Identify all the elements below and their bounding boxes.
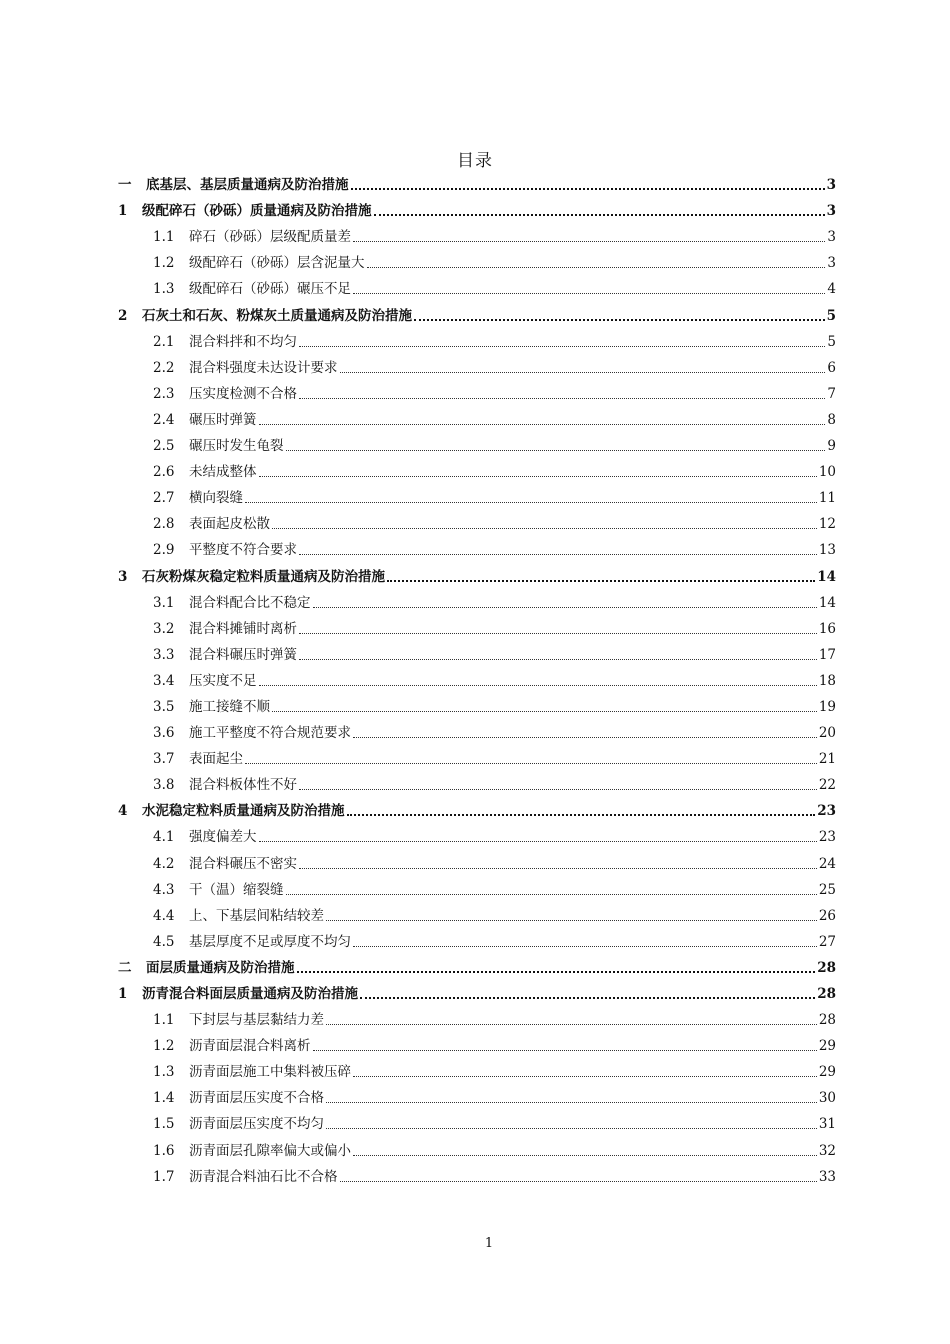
toc-entry-title: 下封层与基层黏结力差 [189, 1012, 324, 1029]
toc-entry-number: 2.8 [153, 516, 175, 533]
toc-subsection-entry[interactable] [118, 718, 836, 744]
toc-dot-leader [347, 814, 816, 816]
toc-entry-number: 2.7 [153, 490, 175, 507]
toc-dot-leader [387, 580, 815, 582]
toc-dot-leader [299, 633, 817, 634]
toc-subsection-entry[interactable] [118, 457, 836, 483]
toc-subsection-entry[interactable] [118, 1162, 836, 1188]
toc-subsection-entry[interactable] [118, 222, 836, 248]
toc-section-entry[interactable] [118, 196, 836, 222]
toc-entry-title: 表面起皮松散 [189, 516, 270, 533]
page-title: 目录 [457, 151, 493, 171]
toc-entry-title: 沥青面层混合料离析 [189, 1038, 311, 1055]
toc-dot-leader [340, 1181, 817, 1182]
toc-entry-title: 级配碎石（砂砾）质量通病及防治措施 [142, 203, 372, 220]
toc-entry-page-number: 20 [818, 725, 836, 742]
toc-entry-page-number: 3 [827, 229, 836, 246]
toc-entry-title: 沥青面层压实度不合格 [189, 1090, 324, 1107]
toc-entry-number: 4.2 [153, 855, 175, 872]
toc-entry-page-number: 8 [827, 411, 836, 428]
toc-entry-number: 1.1 [153, 1012, 175, 1029]
toc-entry-page-number: 21 [818, 751, 836, 768]
table-of-contents [118, 170, 836, 1188]
toc-entry-title: 混合料配合比不稳定 [189, 594, 311, 611]
toc-subsection-entry[interactable] [118, 848, 836, 874]
toc-dot-leader [299, 659, 817, 660]
toc-dot-leader [286, 450, 826, 451]
toc-entry-number: 3.1 [153, 594, 175, 611]
toc-entry-page-number: 10 [818, 464, 836, 481]
toc-entry-number: 1.7 [153, 1168, 175, 1185]
toc-entry-page-number: 24 [818, 855, 836, 872]
toc-entry-title: 横向裂缝 [189, 490, 243, 507]
toc-entry-page-number: 9 [827, 438, 836, 455]
toc-subsection-entry[interactable] [118, 692, 836, 718]
toc-subsection-entry[interactable] [118, 614, 836, 640]
toc-entry-number: 1.6 [153, 1142, 175, 1159]
toc-dot-leader [245, 502, 817, 503]
toc-dot-leader [299, 398, 825, 399]
toc-entry-page-number: 14 [818, 594, 836, 611]
toc-subsection-entry[interactable] [118, 431, 836, 457]
toc-entry-number: 2.4 [153, 411, 175, 428]
toc-dot-leader [286, 894, 817, 895]
toc-entry-title: 沥青混合料面层质量通病及防治措施 [142, 986, 358, 1002]
toc-subsection-entry[interactable] [118, 901, 836, 927]
toc-entry-title: 上、下基层间粘结较差 [189, 907, 324, 924]
toc-entry-number: 1 [118, 203, 128, 220]
toc-dot-leader [299, 868, 817, 869]
toc-dot-leader [353, 737, 817, 738]
toc-dot-leader [414, 319, 825, 321]
toc-entry-page-number: 27 [818, 933, 836, 950]
toc-entry-page-number: 28 [817, 959, 836, 976]
page-number: 1 [484, 1236, 494, 1251]
toc-entry-number: 1 [118, 986, 128, 1002]
toc-dot-leader [259, 841, 817, 842]
toc-entry-number: 1.4 [153, 1090, 175, 1107]
toc-entry-number: 1.5 [153, 1116, 175, 1133]
toc-dot-leader [299, 789, 817, 790]
toc-entry-number: 2 [118, 307, 128, 324]
toc-entry-title: 施工平整度不符合规范要求 [189, 725, 351, 742]
toc-entry-page-number: 22 [818, 777, 836, 794]
toc-entry-title: 底基层、基层质量通病及防治措施 [146, 177, 349, 194]
toc-subsection-entry[interactable] [118, 927, 836, 953]
toc-subsection-entry[interactable] [118, 1135, 836, 1161]
toc-entry-number: 1.2 [153, 255, 175, 272]
toc-section-entry[interactable] [118, 953, 836, 979]
toc-entry-page-number: 26 [818, 907, 836, 924]
toc-entry-page-number: 25 [818, 881, 836, 898]
toc-entry-number: 3.4 [153, 672, 175, 689]
toc-entry-title: 沥青面层压实度不均匀 [189, 1116, 324, 1133]
toc-entry-title: 碾压时弹簧 [189, 411, 257, 428]
toc-entry-page-number: 19 [818, 698, 836, 715]
toc-entry-title: 级配碎石（砂砾）层含泥量大 [189, 255, 365, 272]
toc-entry-number: 3.7 [153, 751, 175, 768]
toc-entry-title: 压实度检测不合格 [189, 385, 297, 402]
toc-entry-page-number: 11 [818, 490, 836, 507]
toc-entry-page-number: 5 [826, 307, 836, 324]
toc-entry-number: 3 [118, 568, 128, 585]
toc-subsection-entry[interactable] [118, 666, 836, 692]
toc-entry-page-number: 3 [826, 203, 836, 220]
toc-entry-title: 平整度不符合要求 [189, 542, 297, 559]
toc-entry-number: 1.2 [153, 1038, 175, 1055]
toc-entry-page-number: 3 [826, 177, 836, 194]
toc-dot-leader [272, 711, 817, 712]
toc-subsection-entry[interactable] [118, 274, 836, 300]
toc-entry-title: 级配碎石（砂砾）碾压不足 [189, 281, 351, 298]
toc-entry-title: 碎石（砂砾）层级配质量差 [189, 229, 351, 246]
toc-subsection-entry[interactable] [118, 353, 836, 379]
toc-entry-title: 混合料碾压时弹簧 [189, 646, 297, 663]
toc-entry-number: 二 [118, 959, 132, 976]
toc-subsection-entry[interactable] [118, 1031, 836, 1057]
toc-subsection-entry[interactable] [118, 822, 836, 848]
toc-entry-title: 混合料碾压不密实 [189, 855, 297, 872]
toc-entry-number: 3.6 [153, 725, 175, 742]
toc-subsection-entry[interactable] [118, 327, 836, 353]
toc-entry-title: 混合料板体性不好 [189, 777, 297, 794]
toc-dot-leader [340, 372, 826, 373]
toc-entry-number: 4.4 [153, 907, 175, 924]
toc-subsection-entry[interactable] [118, 1109, 836, 1135]
toc-subsection-entry[interactable] [118, 744, 836, 770]
toc-entry-page-number: 13 [818, 542, 836, 559]
toc-entry-page-number: 28 [818, 1012, 836, 1029]
toc-entry-number: 3.3 [153, 646, 175, 663]
toc-entry-title: 施工接缝不顺 [189, 698, 270, 715]
toc-dot-leader [353, 293, 825, 294]
toc-dot-leader [259, 424, 826, 425]
toc-subsection-entry[interactable] [118, 875, 836, 901]
toc-entry-page-number: 30 [818, 1090, 836, 1107]
toc-dot-leader [313, 607, 817, 608]
toc-dot-leader [326, 920, 817, 921]
toc-entry-page-number: 6 [827, 359, 836, 376]
toc-entry-page-number: 33 [818, 1168, 836, 1185]
toc-entry-page-number: 23 [817, 803, 836, 820]
toc-entry-page-number: 29 [818, 1064, 836, 1081]
toc-dot-leader [374, 214, 825, 216]
toc-dot-leader [353, 1076, 817, 1077]
toc-section-entry[interactable] [118, 561, 836, 587]
toc-entry-title: 表面起尘 [189, 751, 243, 768]
toc-entry-number: 1.1 [153, 229, 175, 246]
toc-entry-page-number: 28 [817, 986, 836, 1002]
toc-entry-page-number: 3 [827, 255, 836, 272]
toc-entry-title: 石灰土和石灰、粉煤灰土质量通病及防治措施 [142, 307, 412, 324]
toc-subsection-entry[interactable] [118, 535, 836, 561]
toc-entry-page-number: 31 [818, 1116, 836, 1133]
toc-entry-page-number: 4 [827, 281, 836, 298]
toc-entry-page-number: 32 [818, 1142, 836, 1159]
toc-dot-leader [326, 1102, 817, 1103]
toc-entry-title: 干（温）缩裂缝 [189, 881, 284, 898]
toc-entry-page-number: 23 [818, 829, 836, 846]
toc-entry-number: 2.3 [153, 385, 175, 402]
toc-dot-leader [259, 685, 817, 686]
toc-entry-number: 3.5 [153, 698, 175, 715]
toc-entry-number: 3.8 [153, 777, 175, 794]
toc-entry-page-number: 17 [818, 646, 836, 663]
toc-entry-page-number: 18 [818, 672, 836, 689]
toc-entry-number: 4 [118, 803, 128, 820]
toc-entry-number: 2.6 [153, 464, 175, 481]
toc-subsection-entry[interactable] [118, 1083, 836, 1109]
toc-section-entry[interactable] [118, 170, 836, 196]
toc-entry-page-number: 16 [818, 620, 836, 637]
toc-section-entry[interactable] [118, 300, 836, 326]
toc-entry-number: 4.5 [153, 933, 175, 950]
toc-section-entry[interactable] [118, 979, 836, 1005]
toc-subsection-entry[interactable] [118, 640, 836, 666]
toc-dot-leader [259, 476, 817, 477]
toc-subsection-entry[interactable] [118, 588, 836, 614]
toc-entry-title: 沥青面层孔隙率偏大或偏小 [189, 1142, 351, 1159]
toc-entry-title: 沥青混合料油石比不合格 [189, 1168, 338, 1185]
toc-entry-title: 基层厚度不足或厚度不均匀 [189, 933, 351, 950]
toc-entry-page-number: 12 [818, 516, 836, 533]
toc-entry-number: 3.2 [153, 620, 175, 637]
toc-entry-number: 2.2 [153, 359, 175, 376]
toc-entry-number: 4.1 [153, 829, 175, 846]
toc-dot-leader [353, 241, 825, 242]
toc-dot-leader [313, 1050, 817, 1051]
toc-dot-leader [272, 528, 817, 529]
toc-entry-title: 压实度不足 [189, 672, 257, 689]
toc-subsection-entry[interactable] [118, 1005, 836, 1031]
toc-dot-leader [367, 267, 826, 268]
toc-section-entry[interactable] [118, 796, 836, 822]
toc-entry-number: 一 [118, 177, 132, 194]
toc-entry-number: 4.3 [153, 881, 175, 898]
toc-subsection-entry[interactable] [118, 1057, 836, 1083]
toc-dot-leader [299, 346, 825, 347]
toc-dot-leader [245, 763, 817, 764]
toc-dot-leader [297, 971, 816, 973]
toc-entry-number: 1.3 [153, 1064, 175, 1081]
toc-entry-page-number: 5 [827, 333, 836, 350]
toc-subsection-entry[interactable] [118, 770, 836, 796]
toc-subsection-entry[interactable] [118, 509, 836, 535]
toc-dot-leader [353, 946, 817, 947]
toc-entry-title: 混合料拌和不均匀 [189, 333, 297, 350]
toc-entry-title: 混合料强度未达设计要求 [189, 359, 338, 376]
toc-subsection-entry[interactable] [118, 248, 836, 274]
toc-entry-page-number: 7 [827, 385, 836, 402]
toc-dot-leader [351, 188, 825, 190]
toc-dot-leader [360, 997, 815, 999]
toc-dot-leader [353, 1155, 817, 1156]
toc-entry-title: 石灰粉煤灰稳定粒料质量通病及防治措施 [142, 568, 385, 585]
toc-dot-leader [326, 1024, 817, 1025]
toc-entry-title: 未结成整体 [189, 464, 257, 481]
toc-entry-title: 强度偏差大 [189, 829, 257, 846]
toc-subsection-entry[interactable] [118, 483, 836, 509]
toc-dot-leader [326, 1128, 817, 1129]
toc-entry-number: 1.3 [153, 281, 175, 298]
toc-subsection-entry[interactable] [118, 405, 836, 431]
toc-dot-leader [299, 554, 817, 555]
toc-entry-page-number: 14 [817, 568, 836, 585]
toc-entry-title: 面层质量通病及防治措施 [146, 959, 295, 976]
toc-entry-title: 沥青面层施工中集料被压碎 [189, 1064, 351, 1081]
toc-entry-title: 混合料摊铺时离析 [189, 620, 297, 637]
toc-entry-number: 2.1 [153, 333, 175, 350]
toc-subsection-entry[interactable] [118, 379, 836, 405]
toc-entry-number: 2.5 [153, 438, 175, 455]
toc-entry-title: 水泥稳定粒料质量通病及防治措施 [142, 803, 345, 820]
toc-entry-number: 2.9 [153, 542, 175, 559]
toc-entry-title: 碾压时发生龟裂 [189, 438, 284, 455]
toc-entry-page-number: 29 [818, 1038, 836, 1055]
